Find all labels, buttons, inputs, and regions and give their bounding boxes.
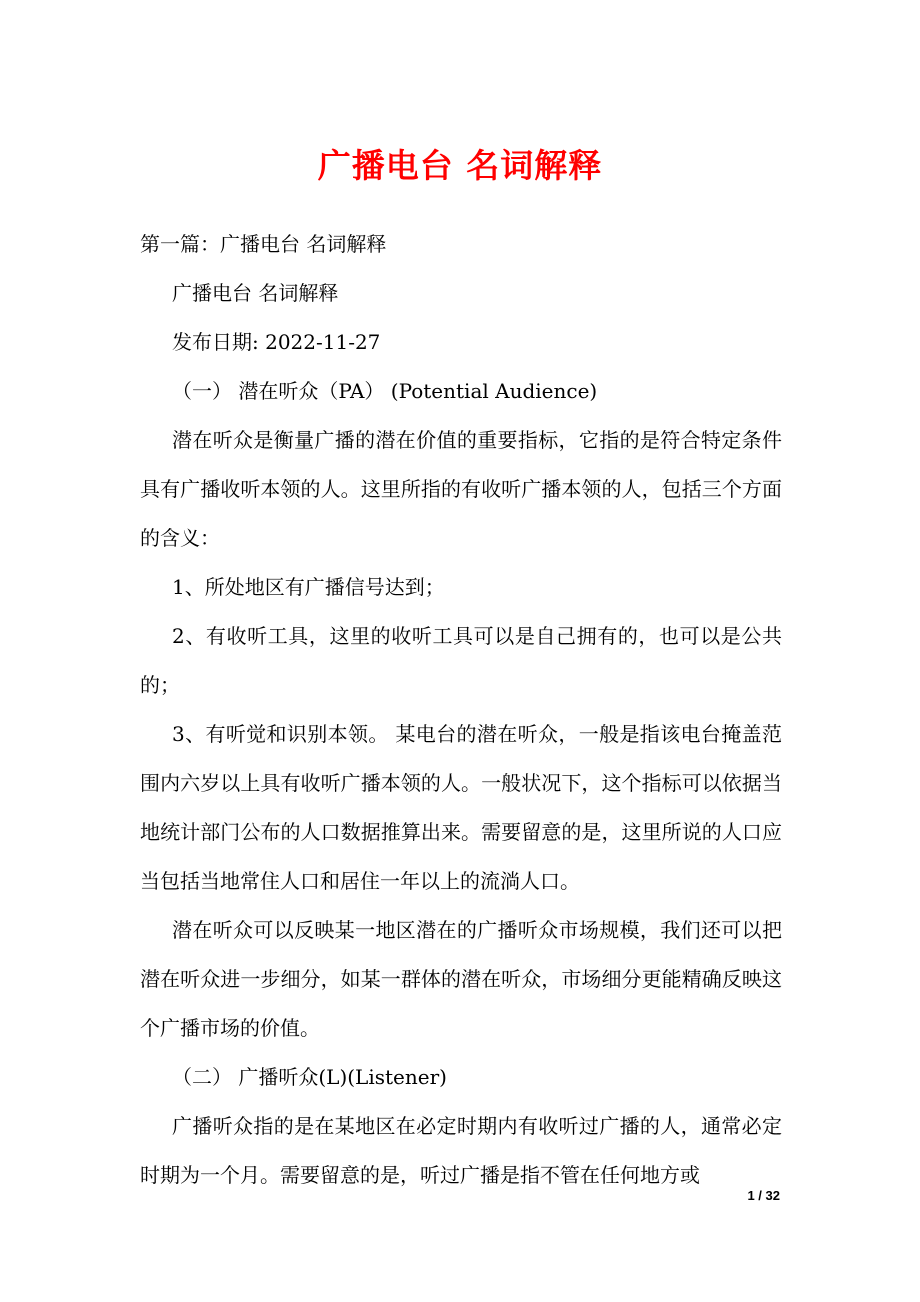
page-number: 1 / 32 [747,1188,780,1203]
document-title: 广播电台 名词解释 [317,146,603,185]
term-heading-listener: （二） 广播听众(L)(Listener) [172,1065,447,1089]
list-item: 3、有听觉和识别本领。 某电台的潜在听众，一般是指该电台掩盖范围内六岁以上具有收听广播本领的人。一般状况下，这个指标可以依据当地统计部门公布的人口数据推算出来。需要留意的是，这里所说的人口应当包括当地常住人口和居住一年以上的流淌人口。 [140,722,782,893]
paragraph: 潜在听众可以反映某一地区潜在的广播听众市场规模，我们还可以把潜在听众进一步细分，如某一群体的潜在听众，市场细分更能精确反映这个广播市场的价值。 [140,918,782,1040]
paragraph: 广播听众指的是在某地区在必定时期内有收听过广播的人，通常必定时期为一个月。需要留意的是，听过广播是指不管在任何地方或 [140,1114,782,1187]
document-body [140,220,782,1200]
publish-date: 发布日期: 2022-11-27 [172,330,381,354]
list-item: 2、有收听工具，这里的收听工具可以是自己拥有的，也可以是公共的； [140,624,782,697]
term-heading-pa: （一） 潜在听众（PA） (Potential Audience) [172,379,598,403]
subtitle: 广播电台 名词解释 [172,281,339,305]
section-heading: 第一篇：广播电台 名词解释 [140,232,387,256]
paragraph: 潜在听众是衡量广播的潜在价值的重要指标，它指的是符合特定条件具有广播收听本领的人。这里所指的有收听广播本领的人，包括三个方面的含义： [140,428,782,550]
list-item: 1、所处地区有广播信号达到； [172,575,445,599]
